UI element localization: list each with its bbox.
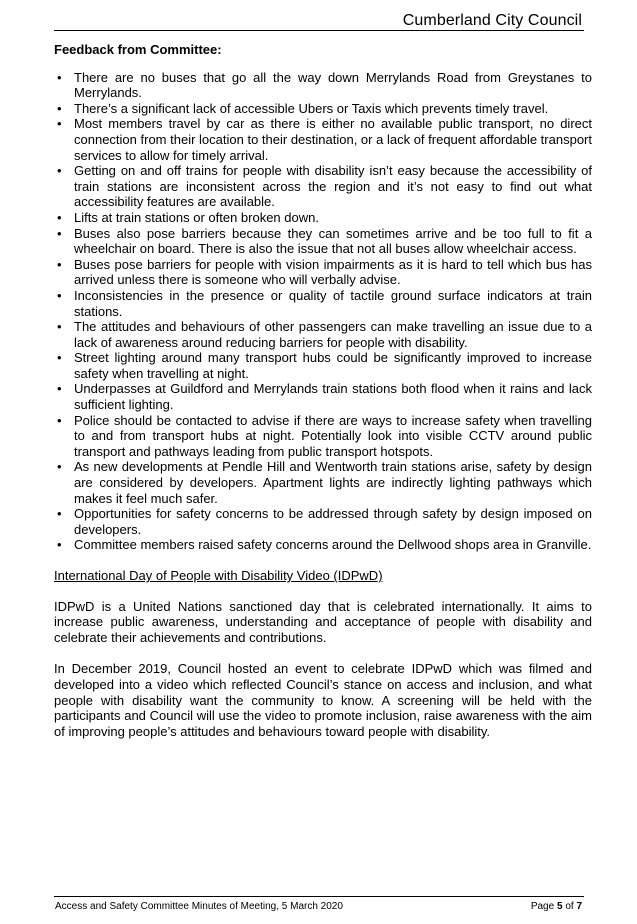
- list-item: • There’s a significant lack of accessible Ubers or Taxis which prevents timely travel.: [54, 101, 592, 117]
- footer-meeting-title: Access and Safety Committee Minutes of Meeting, 5 March 2020: [55, 901, 343, 912]
- list-item: • Street lighting around many transport hubs could be significantly improved to increase safety when travelling at night.: [54, 350, 592, 381]
- header-title: Cumberland City Council: [402, 12, 582, 29]
- page-label: Page: [530, 901, 555, 912]
- idpwd-heading: International Day of People with Disability Video (IDPwD): [54, 568, 383, 583]
- document-body: [54, 42, 592, 755]
- list-item: • Most members travel by car as there is either no available public transport, no direct connection from their location to their destination, or a lack of frequent affordable transport services to allow for timely arrival.: [54, 116, 592, 163]
- page-of: of: [565, 901, 574, 912]
- idpwd-paragraph: IDPwD is a United Nations sanctioned day that is celebrated internationally. It aims to increase public awareness, understanding and acceptance of people with disability and celebrate their achievements and contributions.: [54, 598, 592, 645]
- list-item: • Lifts at train stations or often broken down.: [54, 210, 592, 226]
- page-total: 7: [576, 901, 582, 912]
- page-current: 5: [556, 901, 563, 912]
- list-item: • Buses also pose barriers because they can sometimes arrive and be too full to fit a wheelchair on board. There is also the issue that not all buses allow wheelchair access.: [54, 226, 592, 257]
- list-item: • Buses pose barriers for people with vision impairments as it is hard to tell which bus has arrived unless there is someone who will verbally advise.: [54, 257, 592, 288]
- page-number: [531, 901, 582, 913]
- list-item: • There are no buses that go all the way down Merrylands Road from Greystanes to Merrylands.: [54, 70, 592, 101]
- list-item: • Police should be contacted to advise if there are ways to increase safety when travelling to and from transport hubs at night. Potentially look into visible CCTV around public transport and pathways leading from public transport hotspots.: [54, 413, 592, 460]
- page-header: [54, 6, 584, 31]
- feedback-list: [54, 70, 592, 553]
- list-item: • Inconsistencies in the presence or quality of tactile ground surface indicators at train stations.: [54, 288, 592, 319]
- list-item: • Underpasses at Guildford and Merrylands train stations both flood when it rains and lack sufficient lighting.: [54, 381, 592, 412]
- page-footer: [54, 896, 584, 912]
- list-item: • Committee members raised safety concerns around the Dellwood shops area in Granville.: [54, 537, 592, 553]
- feedback-heading: Feedback from Committee:: [54, 42, 222, 57]
- idpwd-paragraph: In December 2019, Council hosted an event to celebrate IDPwD which was filmed and developed into a video which reflected Council’s stance on access and inclusion, and what people with disability want the community to know. A screening will be held with the participants and Council will use the video to promote inclusion, raise awareness with the aim of improving people’s attitudes and behaviours toward people with disability.: [54, 661, 592, 739]
- list-item: • As new developments at Pendle Hill and Wentworth train stations arise, safety by design are considered by developers. Apartment lights are indirectly lighting pathways which makes it feel much safer.: [54, 459, 592, 506]
- list-item: • The attitudes and behaviours of other passengers can make travelling an issue due to a lack of awareness around reducing barriers for people with disability.: [54, 319, 592, 350]
- list-item: • Opportunities for safety concerns to be addressed through safety by design imposed on developers.: [54, 506, 592, 537]
- list-item: • Getting on and off trains for people with disability isn’t easy because the accessibility of train stations are inconsistent across the region and it’s not easy to find out what accessibility features are available.: [54, 163, 592, 210]
